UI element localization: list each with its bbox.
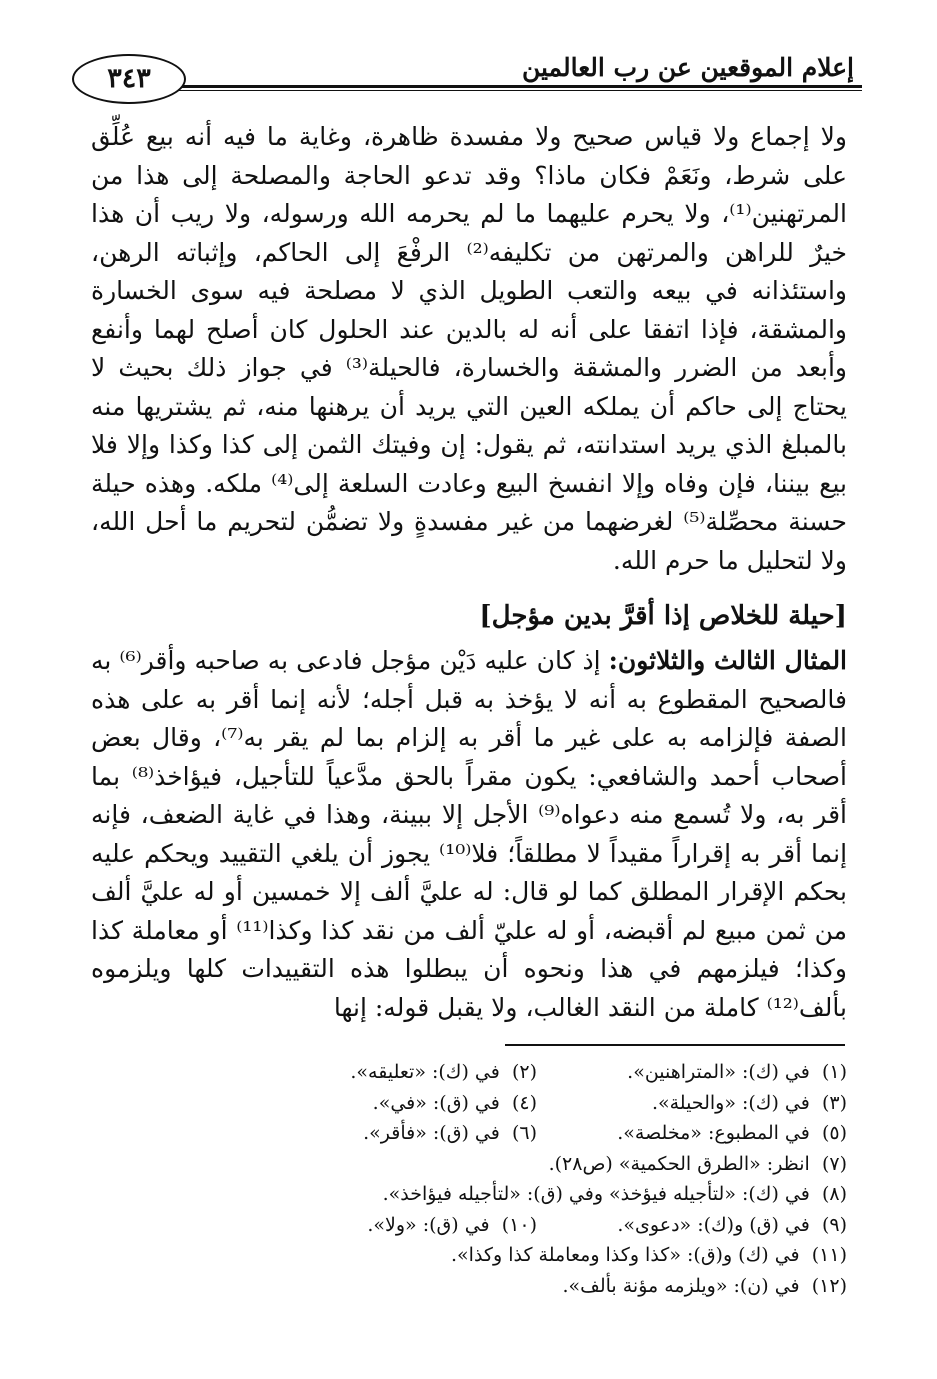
- paragraph: ولا إجماع ولا قياس صحيح ولا مفسدة ظاهرة، وغاية ما فيه أنه بيع عُلِّق على شرط، ونَعَمْ فكان ماذا؟ وقد تدعو الحاجة والمصلحة إلى هذا من المرتهنين⁽¹⁾، ولا يحرم عليهما ما لم يحرمه الله ورسوله، ولا ريب أن هذا خيرٌ للراهن والمرتهن من تكليفه⁽²⁾ الرفْعَ إلى الحاكم، وإثباته الرهن، واستئذانه في بيعه والتعب الطويل الذي لا مصلحة فيه سوى الخسارة والمشقة، فإذا اتفقا على أنه له بالدين عند الحلول كان أصلح لهما وأنفع وأبعد من الضرر والمشقة والخسارة، فالحيلة⁽³⁾ في جواز ذلك بحيث لا يحتاج إلى حاكم أن يملكه العين التي يريد أن يرهنها منه، ثم يشتريها منه بالمبلغ الذي يريد استدانته، ثم يقول: إن وفيتك الثمن إلى كذا وكذا وإلا فلا بيع بيننا، فإن وفاه وإلا انفسخ البيع وعادت السلعة إلى⁽⁴⁾ ملكه. وهذه حيلة حسنة محصِّلة⁽⁵⁾ لغرضهما من غير مفسدةٍ ولا تضمُّن لتحريم ما أحل الله، ولا لتحليل ما حرم الله.: [91, 122, 847, 575]
- footnote: [537, 1088, 847, 1119]
- footnote-text: في (ق): «فأقر».: [363, 1122, 500, 1144]
- footnote-row: [227, 1179, 847, 1210]
- running-title: إعلام الموقعين عن رب العالمين: [521, 53, 854, 82]
- footnote-number: (١٢): [811, 1274, 847, 1297]
- footnote-text: في (ق): «ولا».: [367, 1213, 490, 1236]
- header-rule: [168, 85, 862, 88]
- page-header: [72, 48, 862, 98]
- footnote-number: (٢): [511, 1061, 537, 1083]
- footnote-number: (١): [821, 1061, 847, 1083]
- paragraph: [91, 642, 847, 1027]
- footnote-text: في (ك): «تعليقه».: [350, 1061, 500, 1083]
- footnote: [383, 1179, 847, 1210]
- header-rule-thin: [168, 90, 862, 91]
- footnote: [227, 1057, 537, 1088]
- footnote: [537, 1057, 847, 1088]
- footnote-number: (١١): [811, 1244, 847, 1266]
- footnote-number: (٣): [821, 1091, 847, 1114]
- footnote: [562, 1271, 847, 1302]
- footnote-row: [227, 1210, 847, 1241]
- footnote-row: [227, 1149, 847, 1180]
- footnote-text: انظر: «الطرق الحكمية» (ص٢٨).: [548, 1152, 810, 1175]
- footnotes: [227, 1057, 847, 1301]
- footnote-text: في (ك): «والحيلة».: [651, 1091, 810, 1114]
- footnote-number: (٨): [821, 1183, 847, 1205]
- footnote: [537, 1210, 847, 1241]
- footnote-number: (٩): [821, 1213, 847, 1236]
- footnote-number: (٦): [511, 1122, 537, 1144]
- footnote: [549, 1149, 847, 1180]
- footnote-text: في المطبوع: «مخلصة».: [617, 1122, 810, 1144]
- footnote-row: [227, 1240, 847, 1271]
- footnote-text: في (ق) و(ك): «دعوى».: [617, 1213, 810, 1236]
- footnote-row: [227, 1118, 847, 1149]
- page-number: ٣٤٣: [72, 54, 186, 104]
- paragraph-text: إذ كان عليه دَيْن مؤجل فادعى به صاحبه وأقر⁽⁶⁾ به فالصحيح المقطوع به أنه لا يؤخذ به قبل أجله؛ لأنه إنما أقر به على هذه الصفة فإلزامه به على غير ما أقر به إلزام بما لم يقر به⁽⁷⁾، وقال بعض أصحاب أحمد والشافعي: يكون مقراً بالحق مدَّعياً للتأجيل، فيؤاخذ⁽⁸⁾ بما أقر به، ولا تُسمع منه دعواه⁽⁹⁾ الأجل إلا ببينة، وهذا في غاية الضعف، فإنه إنما أقر به إقراراً مقيداً لا مطلقاً؛ فلا⁽¹⁰⁾ يجوز أن يلغي التقييد ويحكم عليه بحكم الإقرار المطلق كما لو قال: له عليَّ ألف إلا خمسين أو له عليَّ ألف من ثمن مبيع لم أقبضه، أو له عليّ ألف من نقد كذا وكذا⁽¹¹⁾ أو معاملة كذا وكذا؛ فيلزمهم في هذا ونحوه أن يبطلوا هذه التقييدات كلها ويلزموه بألف⁽¹²⁾ كاملة من النقد الغالب، ولا يقبل قوله: إنها: [91, 646, 848, 1022]
- footnote: [227, 1088, 537, 1119]
- footnote-text: في (ن): «ويلزمه مؤنة بألف».: [562, 1274, 800, 1297]
- footnote-text: في (ق): «في».: [372, 1091, 500, 1114]
- footnote-number: (١٠): [501, 1213, 537, 1236]
- footnote: [451, 1240, 847, 1271]
- footnote-text: في (ك): «لتأجيله فيؤخذ» وفي (ق): «لتأجيله فيؤاخذ».: [382, 1183, 810, 1205]
- footnote-text: في (ك): «المتراهنين».: [627, 1061, 810, 1083]
- footnote-row: [227, 1088, 847, 1119]
- footnote-row: [227, 1057, 847, 1088]
- example-title: المثال الثالث والثلاثون:: [608, 646, 848, 675]
- footnote-number: (٤): [511, 1091, 537, 1114]
- footnote-text: في (ك) و(ق): «كذا وكذا ومعاملة كذا وكذا».: [451, 1244, 800, 1266]
- footnote-number: (٧): [821, 1152, 847, 1175]
- footnote-number: (٥): [821, 1122, 847, 1144]
- footnote: [227, 1118, 537, 1149]
- section-heading: [حيلة للخلاص إذا أقرَّ بدين مؤجل]: [479, 601, 847, 631]
- footnote-separator: [505, 1044, 845, 1046]
- footnote: [227, 1210, 537, 1241]
- footnote-row: [227, 1271, 847, 1302]
- main-text: [91, 118, 847, 1027]
- footnote: [537, 1118, 847, 1149]
